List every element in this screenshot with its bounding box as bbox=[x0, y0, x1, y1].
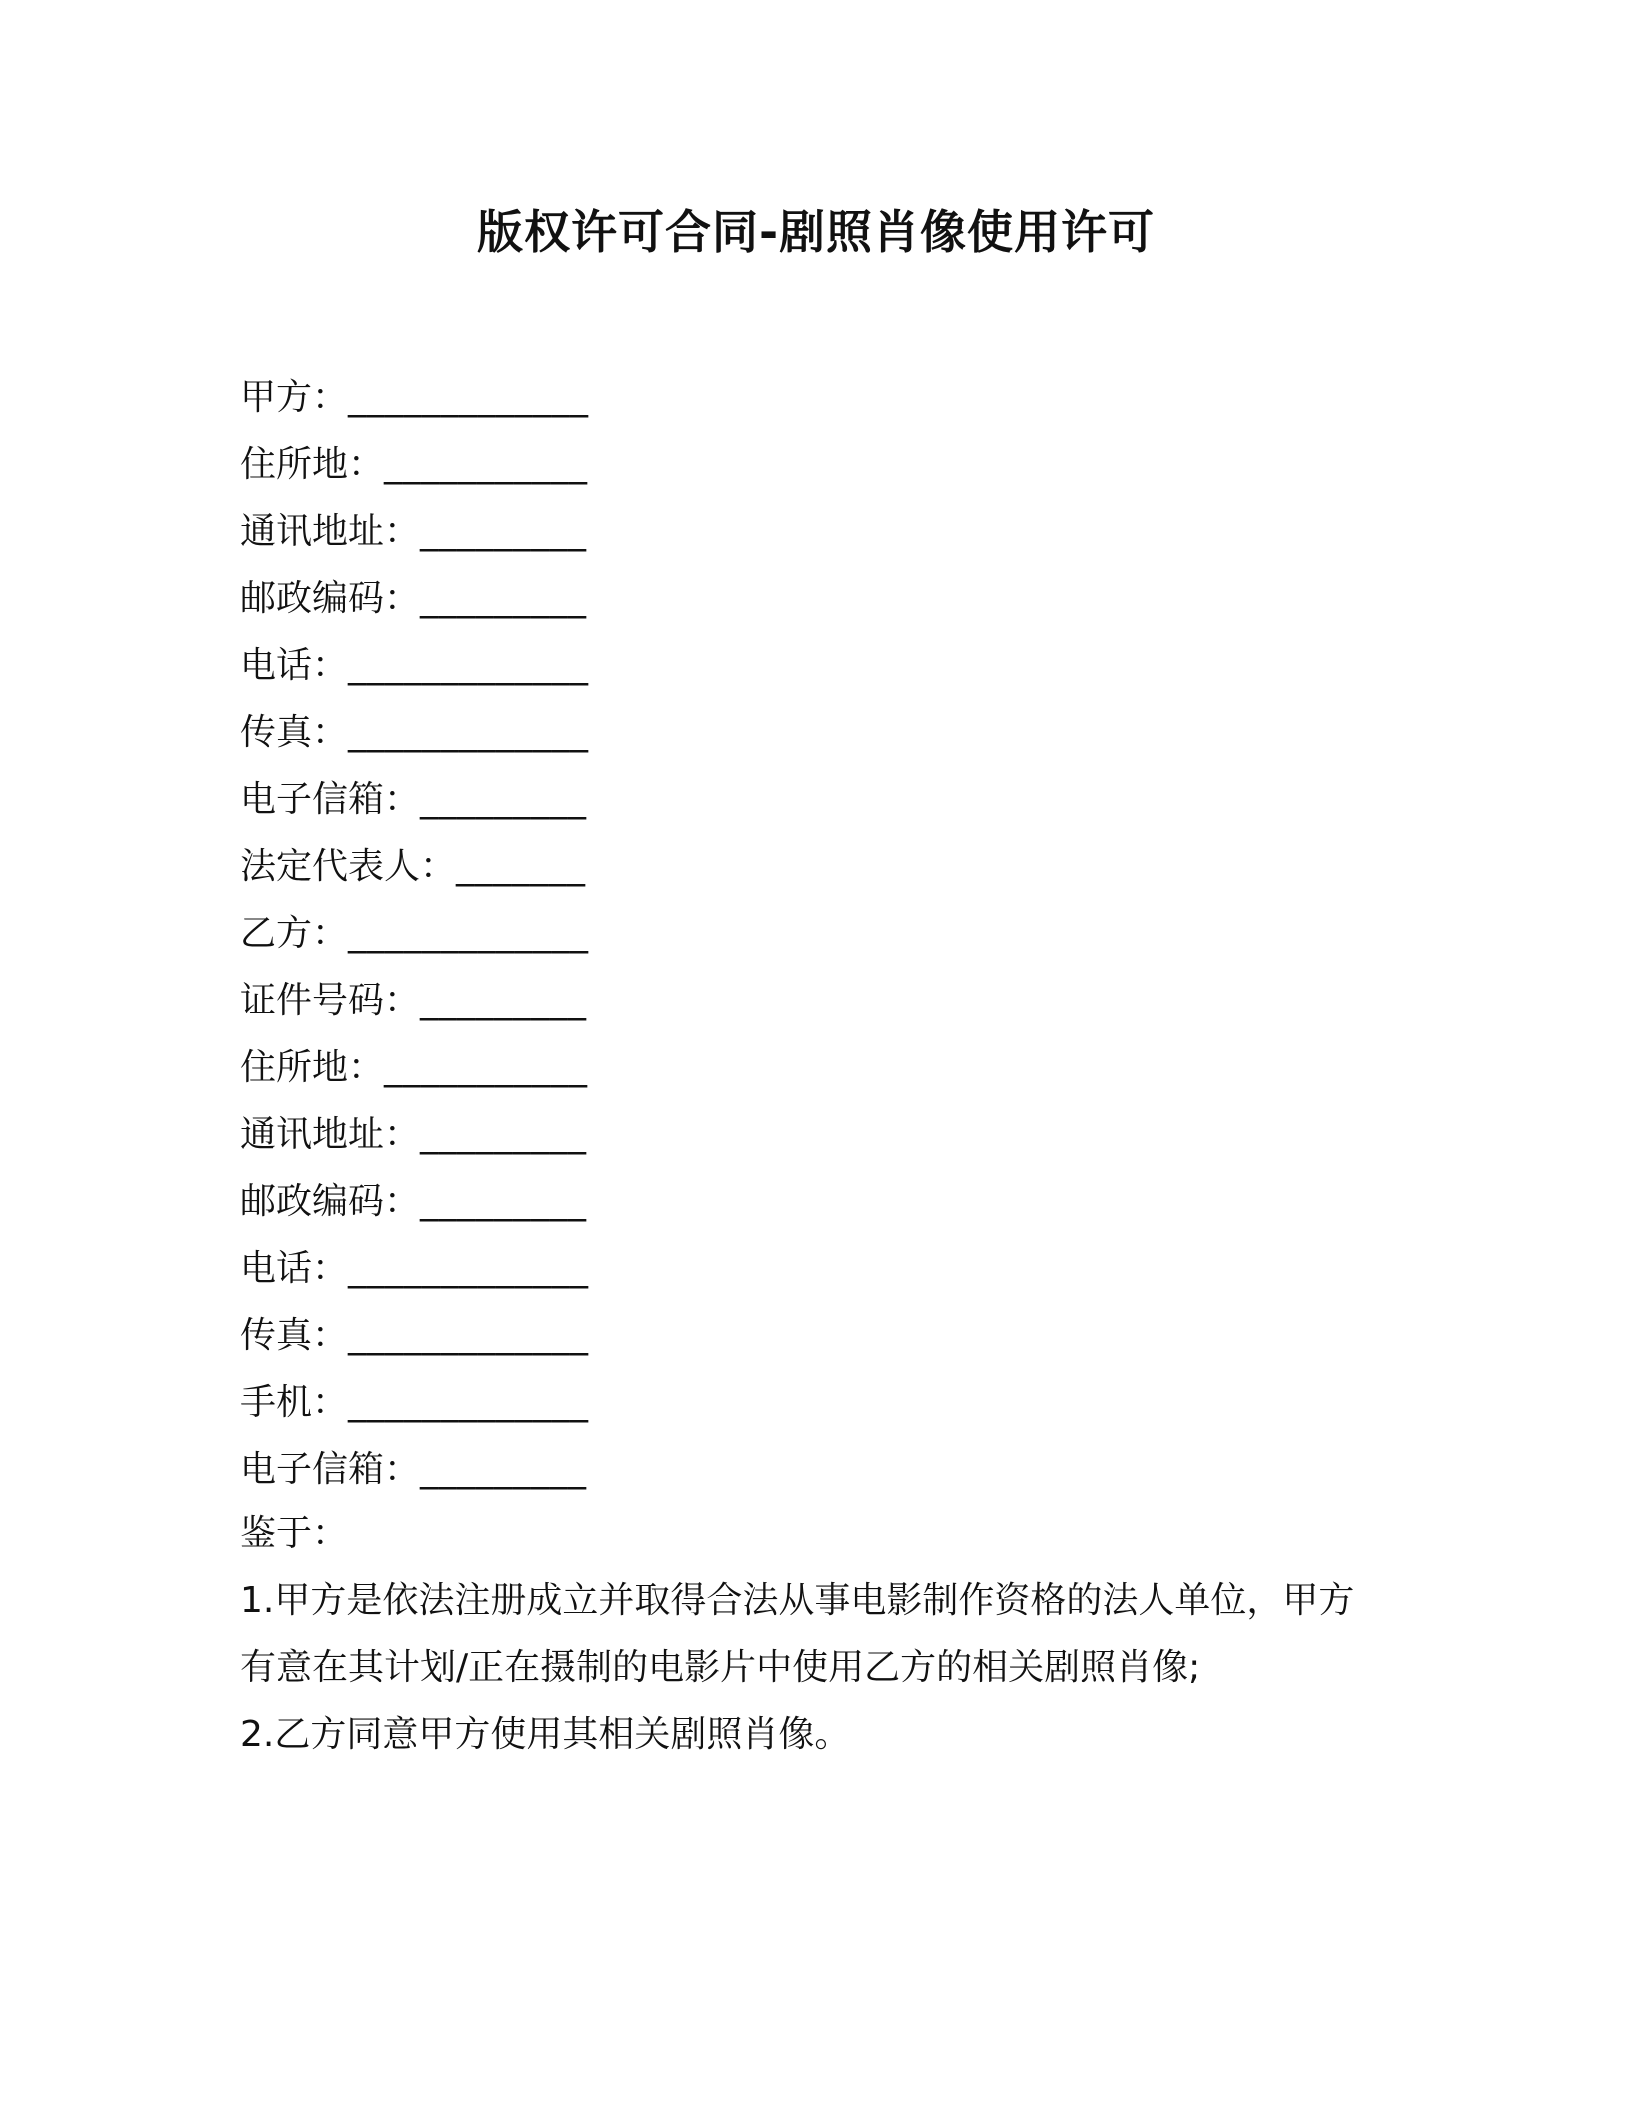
field-party-a-postal-code bbox=[240, 565, 1400, 632]
field-party-a-fax bbox=[240, 699, 1400, 766]
field-party-a bbox=[240, 364, 1400, 431]
field-blank: _____________ bbox=[348, 913, 589, 954]
field-blank: ___________ bbox=[384, 1047, 588, 1088]
field-label: 电子信箱： bbox=[240, 1449, 421, 1490]
field-label: 电话： bbox=[240, 645, 349, 686]
field-party-b-email bbox=[240, 1436, 1400, 1503]
field-label: 电话： bbox=[240, 1248, 349, 1289]
field-blank: _________ bbox=[420, 1449, 587, 1490]
field-blank: _________ bbox=[420, 578, 587, 619]
field-label: 通讯地址： bbox=[240, 511, 421, 552]
recital-item-1: 1.甲方是依法注册成立并取得合法从事电影制作资格的法人单位，甲方有意在其计划/正在摄制的电影片中使用乙方的相关剧照肖像; bbox=[240, 1580, 1355, 1688]
field-blank: _____________ bbox=[348, 1382, 589, 1423]
field-party-b-mailing-address bbox=[240, 1101, 1400, 1168]
field-label: 住所地： bbox=[240, 444, 385, 485]
field-label: 邮政编码： bbox=[240, 1181, 421, 1222]
field-blank: _________ bbox=[420, 779, 587, 820]
field-blank: _________ bbox=[420, 1181, 587, 1222]
document-title: 版权许可合同-剧照肖像使用许可 bbox=[476, 205, 1156, 259]
field-party-b-id-number bbox=[240, 967, 1400, 1034]
field-label: 住所地： bbox=[240, 1047, 385, 1088]
field-party-a-legal-representative bbox=[240, 833, 1400, 900]
field-party-b-postal-code bbox=[240, 1168, 1400, 1235]
field-label: 通讯地址： bbox=[240, 1114, 421, 1155]
field-label: 传真： bbox=[240, 712, 349, 753]
field-party-a-mailing-address bbox=[240, 498, 1400, 565]
field-blank: _____________ bbox=[348, 1315, 589, 1356]
recitals-heading: 鉴于： bbox=[240, 1513, 349, 1554]
field-party-b-domicile bbox=[240, 1034, 1400, 1101]
field-label: 证件号码： bbox=[240, 980, 421, 1021]
field-blank: _________ bbox=[420, 980, 587, 1021]
field-party-b-phone bbox=[240, 1235, 1400, 1302]
field-label: 电子信箱： bbox=[240, 779, 421, 820]
field-blank: ___________ bbox=[384, 444, 588, 485]
field-label: 邮政编码： bbox=[240, 578, 421, 619]
field-blank: _______ bbox=[456, 846, 586, 887]
field-label: 乙方： bbox=[240, 913, 349, 954]
recitals-section bbox=[240, 1500, 1360, 1768]
field-blank: _____________ bbox=[348, 377, 589, 418]
field-party-a-email bbox=[240, 766, 1400, 833]
recital-item-2: 2.乙方同意甲方使用其相关剧照肖像。 bbox=[240, 1714, 851, 1755]
field-party-b-fax bbox=[240, 1302, 1400, 1369]
field-label: 手机： bbox=[240, 1382, 349, 1423]
field-party-a-domicile bbox=[240, 431, 1400, 498]
field-blank: _____________ bbox=[348, 645, 589, 686]
field-label: 甲方： bbox=[240, 377, 349, 418]
field-label: 传真： bbox=[240, 1315, 349, 1356]
field-label: 法定代表人： bbox=[240, 846, 457, 887]
field-blank: _________ bbox=[420, 511, 587, 552]
field-blank: _____________ bbox=[348, 712, 589, 753]
field-party-a-phone bbox=[240, 632, 1400, 699]
field-blank: _________ bbox=[420, 1114, 587, 1155]
field-blank: _____________ bbox=[348, 1248, 589, 1289]
party-info-fields bbox=[240, 364, 1400, 1503]
field-party-b bbox=[240, 900, 1400, 967]
field-party-b-mobile bbox=[240, 1369, 1400, 1436]
